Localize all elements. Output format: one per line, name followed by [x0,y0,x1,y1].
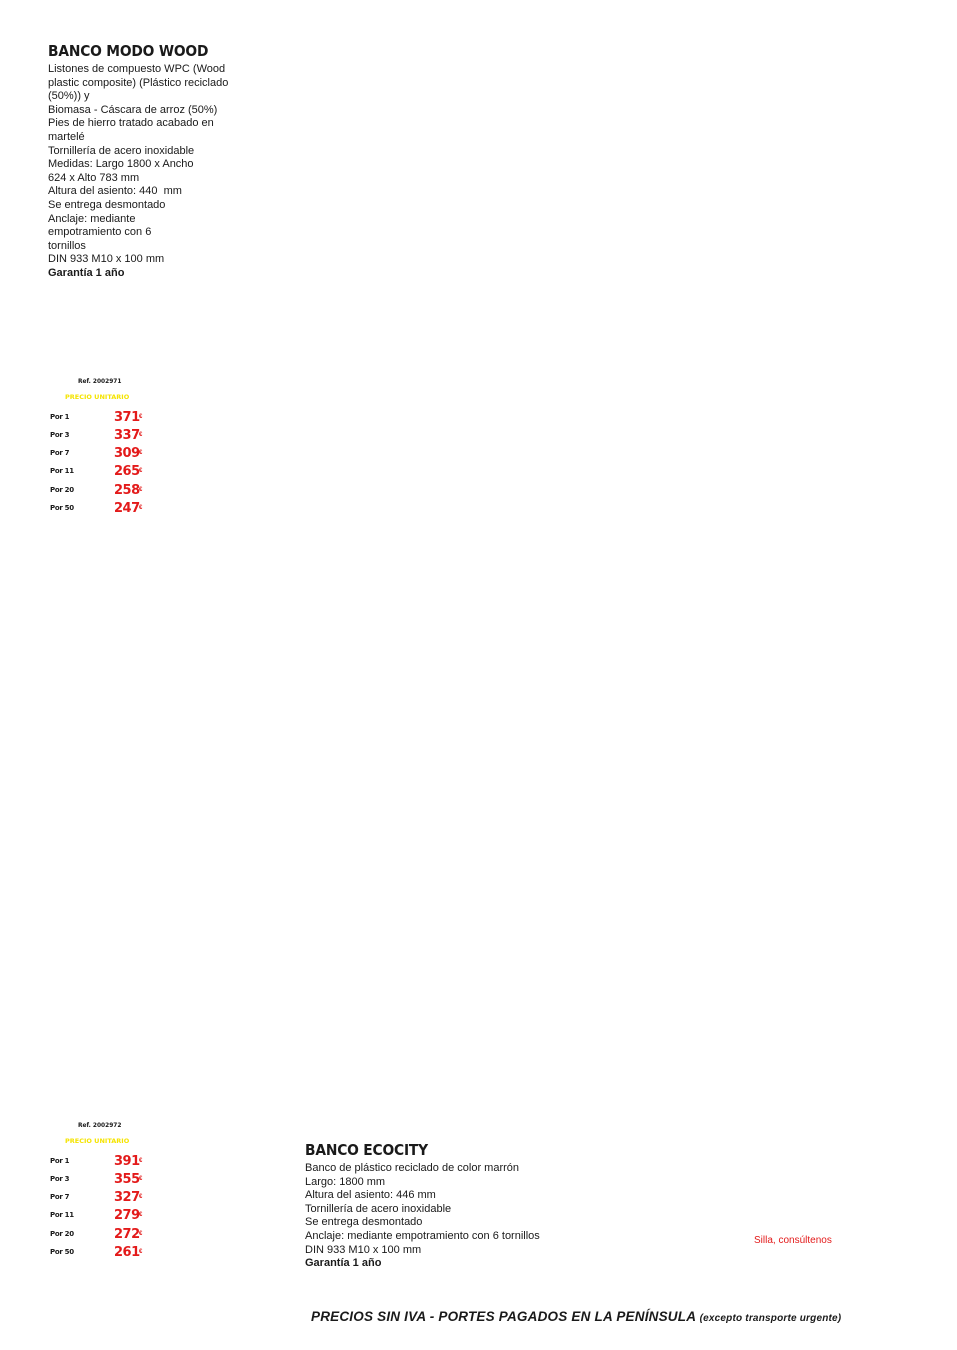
price-value: 391 [114,1154,140,1169]
price-value: 272 [114,1227,140,1242]
price-row [50,464,190,482]
desc-line: empotramiento con 6 [48,226,152,239]
quantity-label: Por 11 [50,1211,74,1219]
desc-line: Medidas: Largo 1800 x Ancho [48,158,194,171]
desc-line: Tornillería de acero inoxidable [48,144,195,157]
warranty: Garantía 1 año [305,1257,382,1270]
price-row [50,428,190,446]
price-value: 247 [114,501,140,516]
price-value: 265 [114,464,140,479]
currency-symbol: € [139,1249,143,1255]
price-table-ecocity [50,1121,190,1261]
price-row [50,1172,190,1190]
desc-line: Listones de compuesto WPC (Wood [48,63,226,75]
product-description [305,1162,605,1271]
unit-price-label: PRECIO UNITARIO [65,393,130,401]
desc-line: Altura del asiento: 446 mm [305,1189,436,1202]
price-value: 258 [114,483,140,498]
desc-line: 624 x Alto 783 mm [48,171,140,184]
desc-line: Anclaje: mediante empotramiento con 6 tornillos [305,1229,540,1242]
quantity-label: Por 7 [50,449,70,457]
product-modo-wood-description [48,42,248,281]
price-row [50,1154,190,1172]
currency-symbol: € [139,432,143,438]
desc-line: Se entrega desmontado [48,198,166,211]
price-value: 327 [114,1190,140,1205]
desc-line: (50%)) y [48,90,90,103]
desc-line: Se entrega desmontado [305,1216,423,1229]
footer-small-text: (excepto transporte urgente) [699,1313,842,1324]
desc-line: Pies de hierro tratado acabado en [48,117,214,130]
currency-symbol: € [139,1212,143,1218]
desc-line: Biomasa - Cáscara de arroz (50%) [48,103,218,116]
currency-symbol: € [139,450,143,456]
price-value: 355 [114,1172,140,1187]
price-table-modo-wood [50,377,190,517]
unit-price-label: PRECIO UNITARIO [65,1137,130,1145]
desc-line: Largo: 1800 mm [305,1175,386,1188]
price-row [50,1208,190,1226]
currency-symbol: € [139,1176,143,1182]
reference-number: Ref. 2002971 [78,377,122,385]
quantity-label: Por 3 [50,431,70,439]
chair-note: Silla, consúltenos [754,1235,832,1246]
desc-line: Banco de plástico reciclado de color marrón [305,1162,520,1174]
quantity-label: Por 7 [50,1193,70,1201]
quantity-label: Por 1 [50,413,70,421]
quantity-label: Por 50 [50,504,74,512]
currency-symbol: € [139,1231,143,1237]
currency-symbol: € [139,414,143,420]
quantity-label: Por 50 [50,1248,74,1256]
desc-line: plastic composite) (Plástico reciclado [48,76,229,89]
quantity-label: Por 20 [50,1230,74,1238]
price-row [50,1190,190,1208]
footer-main-text: PRECIOS SIN IVA - PORTES PAGADOS EN LA PENÍNSULA [311,1309,696,1324]
product-title: BANCO MODO WOOD [48,42,209,60]
price-row [50,1227,190,1245]
currency-symbol: € [139,1158,143,1164]
desc-line: Altura del asiento: 440 mm [48,185,182,198]
price-row [50,446,190,464]
desc-line: Anclaje: mediante [48,212,136,225]
quantity-label: Por 1 [50,1157,70,1165]
product-description [48,63,248,281]
price-value: 371 [114,410,140,425]
desc-line: martelé [48,130,85,143]
price-row [50,410,190,428]
footer-banner [311,1309,841,1324]
currency-symbol: € [139,468,143,474]
currency-symbol: € [139,487,143,493]
quantity-label: Por 11 [50,467,74,475]
reference-number: Ref. 2002972 [78,1121,122,1129]
price-row [50,501,190,519]
price-value: 309 [114,446,140,461]
price-value: 279 [114,1208,140,1223]
price-row [50,1245,190,1263]
price-row [50,483,190,501]
quantity-label: Por 20 [50,486,74,494]
product-title: BANCO ECOCITY [305,1141,428,1159]
desc-line: DIN 933 M10 x 100 mm [48,253,165,266]
warranty: Garantía 1 año [48,266,125,279]
currency-symbol: € [139,1194,143,1200]
price-value: 337 [114,428,140,443]
desc-line: DIN 933 M10 x 100 mm [305,1243,422,1256]
currency-symbol: € [139,505,143,511]
price-value: 261 [114,1245,140,1260]
desc-line: Tornillería de acero inoxidable [305,1202,452,1215]
quantity-label: Por 3 [50,1175,70,1183]
desc-line: tornillos [48,239,86,252]
product-ecocity-description [305,1141,605,1271]
